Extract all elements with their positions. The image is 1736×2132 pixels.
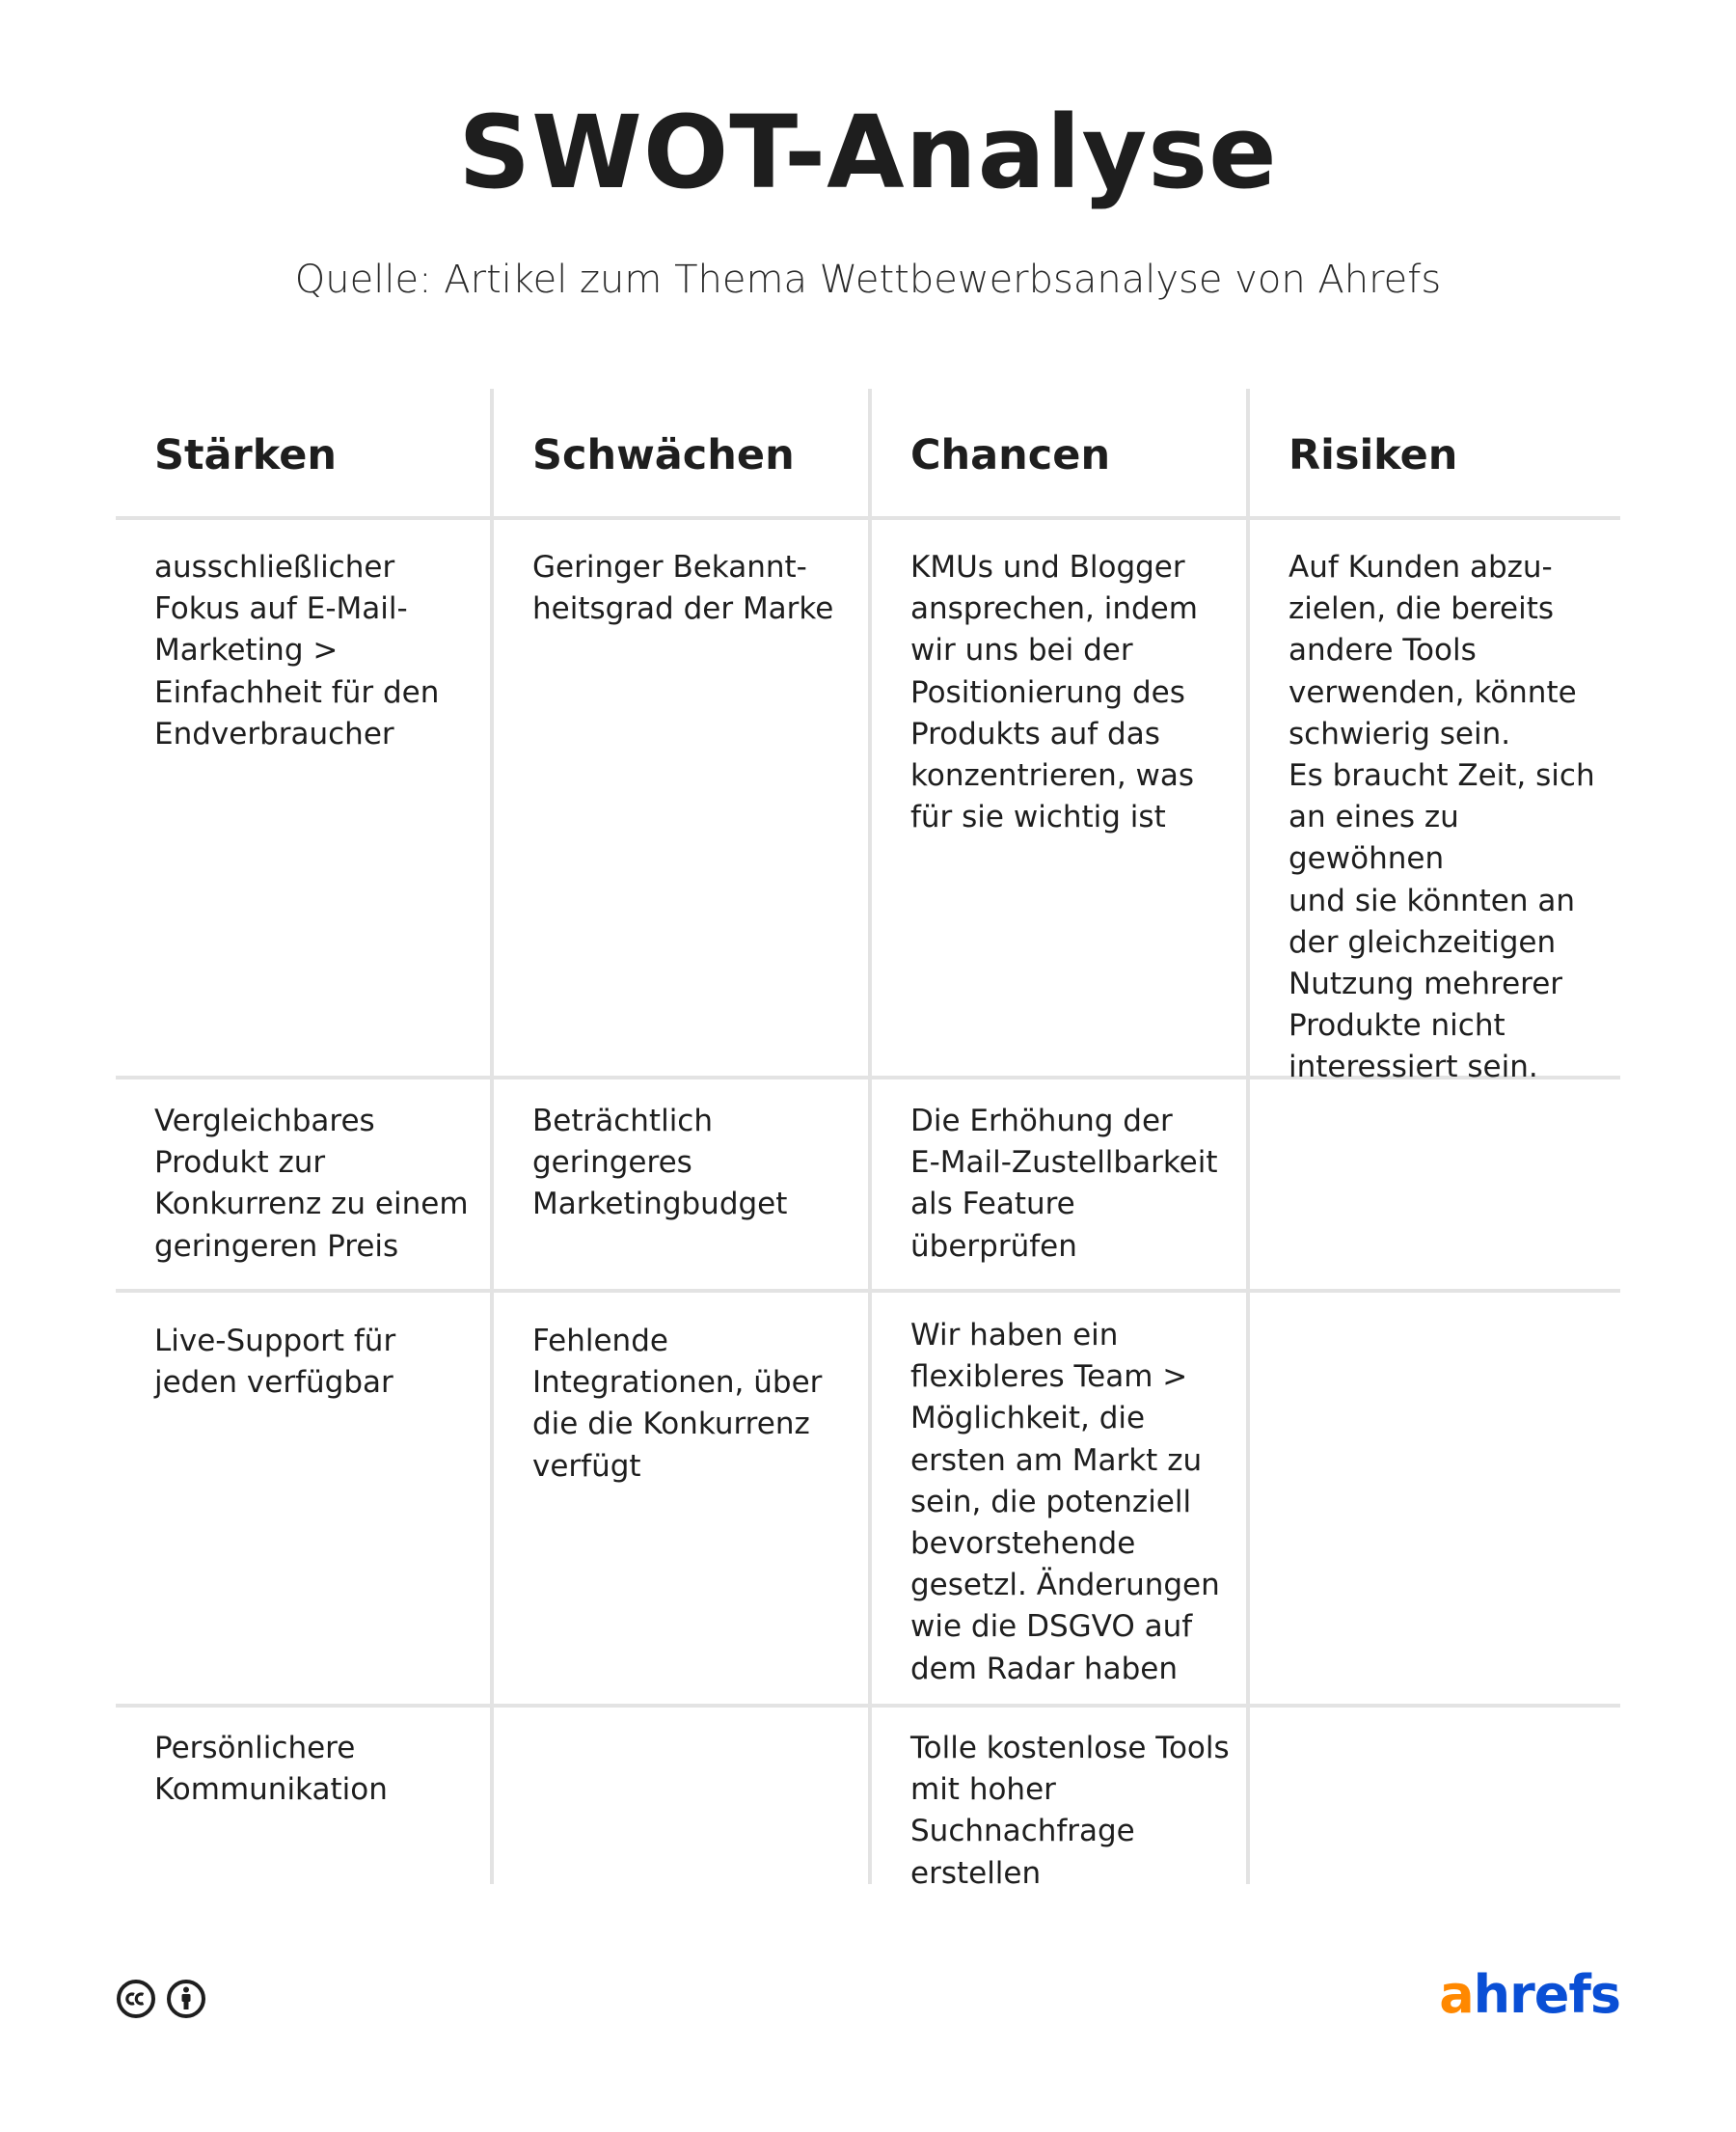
logo-letters-hrefs: hrefs bbox=[1473, 1964, 1620, 2025]
row-divider bbox=[116, 1289, 1620, 1293]
source-subtitle: Quelle: Artikel zum Thema Wettbewerbsanalyse von Ahrefs bbox=[294, 258, 1442, 302]
cc-icon bbox=[116, 1979, 156, 2019]
cell-risiken-1: Auf Kunden abzu- zielen, die bereits andere Tools verwenden, könnte schwierig sein. Es braucht Zeit, sich an eines zu gewöhnen und sie könnten an der gleichzeitigen Nutzung mehrerer Produkte nicht interessiert sein. bbox=[1288, 550, 1595, 1085]
cell-staerken-3: Live-Support für jeden verfügbar bbox=[154, 1324, 396, 1401]
cell-staerken-2: Vergleichbares Produkt zur Konkurrenz zu einem geringeren Preis bbox=[154, 1104, 469, 1264]
cell-chancen-4: Tolle kostenlose Tools mit hoher Suchnachfrage erstellen bbox=[910, 1731, 1230, 1891]
row-divider bbox=[116, 1704, 1620, 1708]
column-divider bbox=[868, 389, 872, 1884]
page-title: SWOT-Analyse bbox=[458, 94, 1278, 211]
header-staerken: Stärken bbox=[154, 431, 337, 479]
cell-staerken-4: Persönlichere Kommunikation bbox=[154, 1731, 388, 1808]
column-divider bbox=[1246, 389, 1250, 1884]
cell-chancen-3: Wir haben ein flexibleres Team > Möglichkeit, die ersten am Markt zu sein, die potenziell bevorstehende gesetzl. Änderungen wie die DSGVO auf dem Radar haben bbox=[910, 1318, 1220, 1686]
cell-schwaechen-3: Fehlende Integrationen, über die die Konkurrenz verfügt bbox=[532, 1324, 823, 1484]
column-divider bbox=[490, 389, 494, 1884]
header-risiken: Risiken bbox=[1288, 431, 1458, 479]
cell-staerken-1: ausschließlicher Fokus auf E-Mail- Marketing > Einfachheit für den Endverbraucher bbox=[154, 550, 440, 752]
cell-schwaechen-1: Geringer Bekannt- heitsgrad der Marke bbox=[532, 550, 834, 627]
cell-chancen-1: KMUs und Blogger ansprechen, indem wir uns bei der Positionierung des Produkts auf das konzentrieren, was für sie wichtig ist bbox=[910, 550, 1198, 835]
ahrefs-logo bbox=[1439, 1964, 1620, 2026]
cell-schwaechen-2: Beträchtlich geringeres Marketingbudget bbox=[532, 1104, 788, 1222]
cell-chancen-2: Die Erhöhung der E-Mail-Zustellbarkeit als Feature überprüfen bbox=[910, 1104, 1218, 1264]
attribution-icon bbox=[166, 1979, 206, 2019]
header-chancen: Chancen bbox=[910, 431, 1111, 479]
license-icons bbox=[116, 1979, 206, 2019]
header-schwaechen: Schwächen bbox=[532, 431, 795, 479]
row-divider bbox=[116, 516, 1620, 520]
swot-table bbox=[116, 389, 1620, 1891]
logo-letter-a: a bbox=[1439, 1964, 1474, 2025]
